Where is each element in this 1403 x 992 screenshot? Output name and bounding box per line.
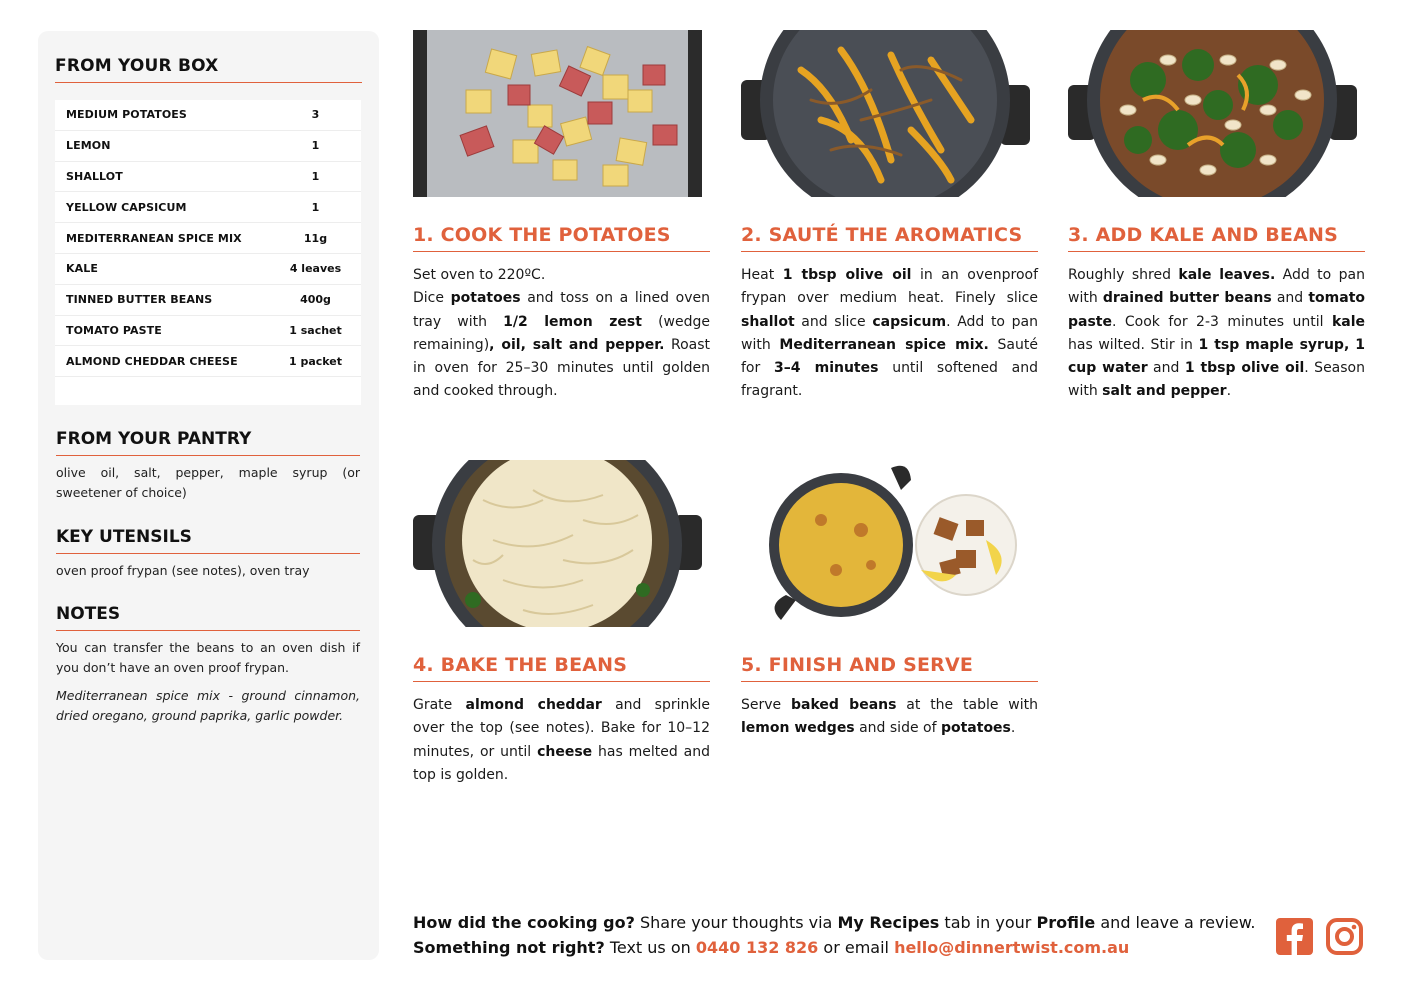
ingredient-name: MEDITERRANEAN SPICE MIX bbox=[66, 231, 242, 245]
phone-link[interactable]: 0440 132 826 bbox=[695, 938, 819, 957]
finished-dish-image bbox=[741, 460, 1030, 627]
ingredient-row bbox=[55, 192, 361, 223]
ingredient-qty: 1 bbox=[311, 169, 320, 183]
profile-link[interactable]: Profile bbox=[1036, 913, 1096, 932]
step-3-title: 3. ADD KALE AND BEANS bbox=[1068, 224, 1365, 252]
cheese-pan-image bbox=[413, 460, 702, 627]
ingredient-name: YELLOW CAPSICUM bbox=[66, 200, 187, 214]
email-link[interactable]: hello@dinnertwist.com.au bbox=[894, 938, 1130, 957]
step-2-title: 2. SAUTÉ THE AROMATICS bbox=[741, 224, 1038, 252]
feedback-footer bbox=[413, 910, 1255, 960]
review-question: How did the cooking go? bbox=[413, 913, 635, 932]
contact-question: Something not right? bbox=[413, 938, 605, 957]
ingredient-qty: 1 bbox=[311, 139, 320, 153]
step-1 bbox=[413, 30, 710, 404]
ingredient-qty: 3 bbox=[311, 108, 320, 122]
step-4-text: Grate almond cheddar and sprinkle over the top (see notes). Bake for 10–12 minutes, or until cheese has melted and top is golden. bbox=[413, 697, 710, 783]
ingredient-name: ALMOND CHEDDAR CHEESE bbox=[66, 354, 238, 368]
review-text-c: tab in your bbox=[939, 913, 1037, 932]
ingredient-name: MEDIUM POTATOES bbox=[66, 108, 187, 122]
ingredient-qty: 1 packet bbox=[288, 354, 343, 368]
review-text-e: and leave a review. bbox=[1095, 913, 1256, 932]
step-4 bbox=[413, 460, 710, 787]
key-utensils-heading: KEY UTENSILS bbox=[56, 527, 360, 554]
review-text-a: Share your thoughts via bbox=[634, 913, 838, 932]
step-5-text: Serve baked beans at the table with lemon wedges and side of potatoes. bbox=[741, 697, 1038, 737]
aromatics-pan-image bbox=[741, 30, 1030, 197]
ingredient-qty: 1 sachet bbox=[289, 323, 342, 337]
contact-text-b: or email bbox=[818, 938, 895, 957]
ingredient-name: SHALLOT bbox=[66, 169, 123, 183]
step-3 bbox=[1068, 30, 1365, 404]
my-recipes-link[interactable]: My Recipes bbox=[837, 913, 940, 932]
step-2-text: Heat 1 tbsp olive oil in an ovenproof frypan over medium heat. Finely slice shallot and slice capsicum. Add to pan with Mediterranean spice mix. Sauté for 3–4 minutes until softened and fragrant. bbox=[741, 267, 1039, 400]
facebook-icon[interactable] bbox=[1276, 918, 1313, 955]
notes-text: You can transfer the beans to an oven dish if you don’t have an oven proof frypan. bbox=[56, 640, 360, 675]
from-your-box-heading: FROM YOUR BOX bbox=[55, 56, 362, 83]
step-5 bbox=[741, 460, 1038, 741]
ingredient-row bbox=[55, 223, 361, 254]
step-2 bbox=[741, 30, 1038, 404]
ingredient-row bbox=[55, 131, 361, 162]
ingredient-qty: 1 bbox=[311, 200, 320, 214]
ingredient-name: TOMATO PASTE bbox=[66, 323, 162, 337]
instagram-icon[interactable] bbox=[1326, 918, 1363, 955]
ingredient-qty: 11g bbox=[303, 231, 328, 245]
ingredient-row bbox=[55, 162, 361, 193]
ingredient-row bbox=[55, 316, 361, 347]
contact-text-a: Text us on bbox=[604, 938, 696, 957]
ingredient-row bbox=[55, 285, 361, 316]
step-4-title: 4. BAKE THE BEANS bbox=[413, 654, 710, 682]
ingredient-qty: 4 leaves bbox=[289, 262, 342, 276]
contact-prompt bbox=[413, 935, 1255, 960]
step-1-title: 1. COOK THE POTATOES bbox=[413, 224, 710, 252]
ingredients-sidebar bbox=[38, 31, 379, 960]
ingredient-name: KALE bbox=[66, 262, 98, 276]
ingredient-name: TINNED BUTTER BEANS bbox=[66, 293, 213, 307]
ingredient-name: LEMON bbox=[66, 139, 111, 153]
review-prompt bbox=[413, 910, 1255, 935]
step-5-title: 5. FINISH AND SERVE bbox=[741, 654, 1038, 682]
pantry-text: olive oil, salt, pepper, maple syrup (or sweetener of choice) bbox=[56, 465, 360, 500]
notes-spice-mix: Mediterranean spice mix - ground cinnamon, dried oregano, ground paprika, garlic powder. bbox=[56, 688, 360, 723]
ingredient-row bbox=[55, 100, 361, 131]
ingredient-row bbox=[55, 346, 361, 377]
step-1-text: Set oven to 220ºC. Dice potatoes and toss on a lined oven tray with 1/2 lemon zest (wedge remaining), oil, salt and pepper. Roast in oven for 25–30 minutes until golden and cooked through. bbox=[413, 267, 710, 400]
kale-beans-pan-image bbox=[1068, 30, 1357, 197]
ingredients-table bbox=[55, 100, 361, 405]
notes-heading: NOTES bbox=[56, 604, 360, 631]
potatoes-tray-image bbox=[413, 30, 702, 197]
from-your-pantry-heading: FROM YOUR PANTRY bbox=[56, 429, 360, 456]
ingredient-qty: 400g bbox=[300, 293, 331, 307]
ingredient-row bbox=[55, 254, 361, 285]
step-3-text: Roughly shred kale leaves. Add to pan with drained butter beans and tomato paste. Cook for 2-3 minutes until kale has wilted. Stir in 1 tsp maple syrup, 1 cup water and 1 tbsp olive oil. Season with salt and pepper. bbox=[1068, 267, 1366, 400]
utensils-text: oven proof frypan (see notes), oven tray bbox=[56, 563, 310, 578]
